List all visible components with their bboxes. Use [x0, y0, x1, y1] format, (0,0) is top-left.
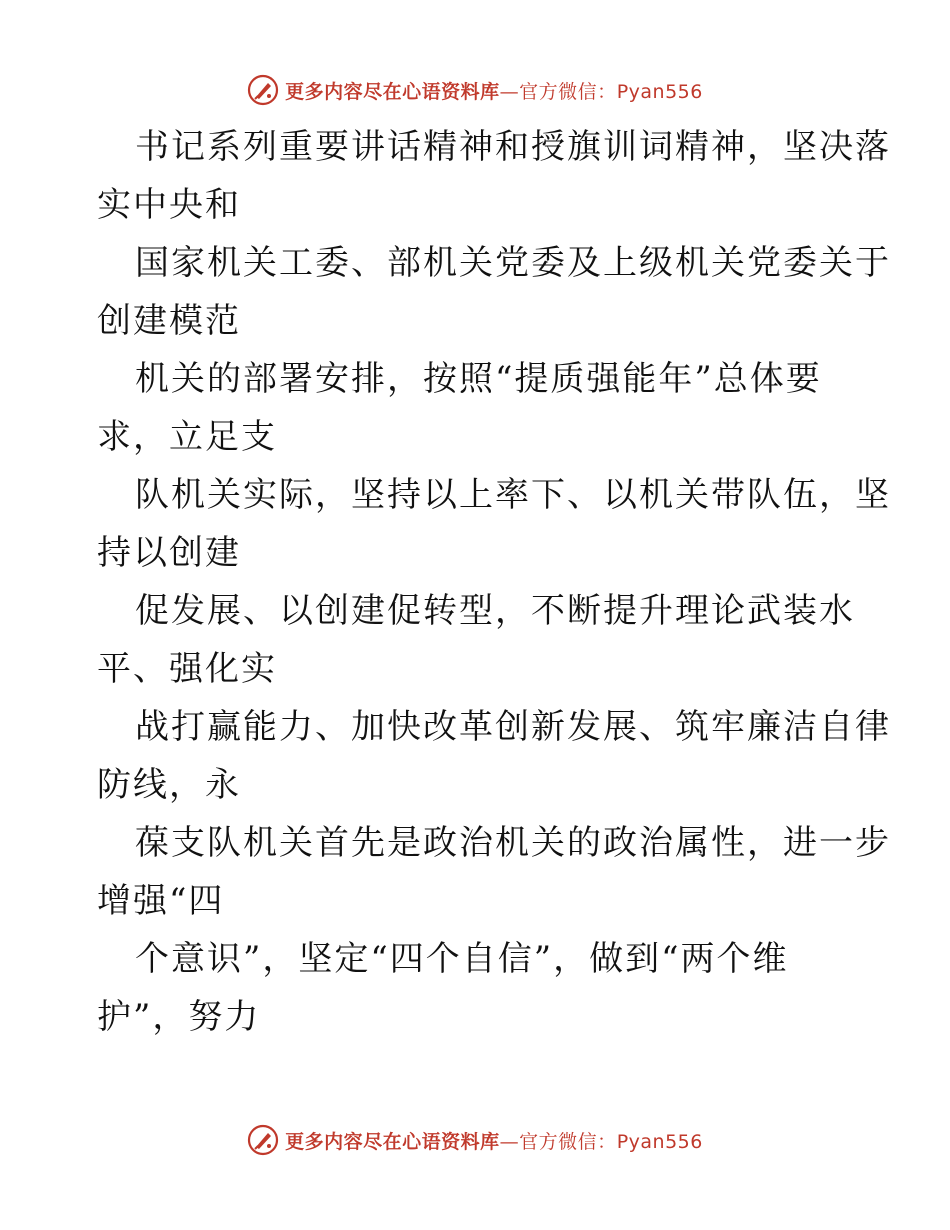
watermark-text [285, 1127, 703, 1154]
paragraph-line: 书记系列重要讲话精神和授旗训词精神，坚决落 [135, 127, 891, 167]
paragraph-line: 平、强化实 [97, 649, 277, 689]
paragraph-line: 求，立足支 [97, 417, 277, 457]
paragraph-line: 国家机关工委、部机关党委及上级机关党委关于 [135, 243, 891, 283]
paragraph-line: 队机关实际，坚持以上率下、以机关带队伍，坚 [135, 475, 891, 515]
footer-watermark [0, 1120, 950, 1160]
watermark-id: Pyan556 [616, 80, 703, 103]
watermark-brand: 更多内容尽在心语资料库 [285, 1130, 500, 1153]
paragraph-line: 葆支队机关首先是政治机关的政治属性，进一步 [135, 823, 891, 863]
paragraph-line: 个意识”，坚定“四个自信”，做到“两个维 [135, 939, 789, 979]
paragraph-line: 防线，永 [97, 765, 241, 805]
quill-logo-icon [247, 1124, 279, 1156]
header-watermark [0, 70, 950, 110]
paragraph-line: 战打赢能力、加快改革创新发展、筑牢廉洁自律 [135, 707, 891, 747]
paragraph-line: 实中央和 [97, 185, 241, 225]
paragraph-line: 持以创建 [97, 533, 241, 573]
watermark-id: Pyan556 [616, 1130, 703, 1153]
watermark-text [285, 77, 703, 104]
paragraph-line: 促发展、以创建促转型，不断提升理论武装水 [135, 591, 855, 631]
paragraph-line: 护”，努力 [97, 997, 261, 1037]
watermark-label: 官方微信： [519, 1130, 617, 1153]
quill-logo-icon [247, 74, 279, 106]
document-body [97, 118, 891, 1046]
paragraph-line: 增强“四 [97, 881, 225, 921]
paragraph-line: 创建模范 [97, 301, 241, 341]
watermark-dash: — [499, 1130, 520, 1153]
watermark-brand: 更多内容尽在心语资料库 [285, 80, 500, 103]
paragraph-line: 机关的部署安排，按照“提质强能年”总体要 [135, 359, 822, 399]
watermark-label: 官方微信： [519, 80, 617, 103]
watermark-dash: — [499, 80, 520, 103]
